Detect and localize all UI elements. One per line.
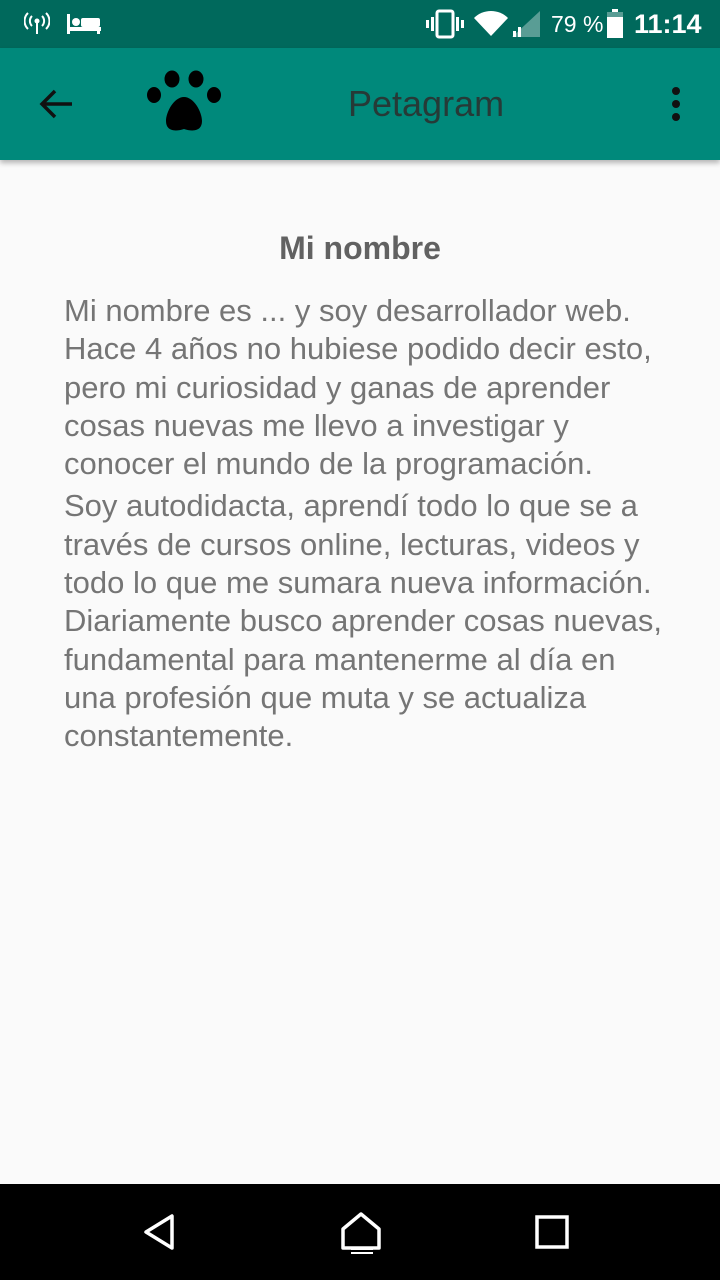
- recents-icon: [534, 1214, 570, 1250]
- system-nav-bar: [0, 1184, 720, 1280]
- app-title: Petagram: [348, 83, 505, 124]
- paw-logo: [144, 70, 224, 134]
- bio-paragraph-1: Mi nombre es ... y soy desarrollador web. Hace 4 años no hubiese podido decir esto, pero mi curiosidad y ganas de aprender cosas nuevas me llevo a investigar y conocer el mundo de la programación.: [64, 293, 652, 482]
- page-heading: Mi nombre: [279, 230, 441, 266]
- nav-recents-button[interactable]: [522, 1204, 582, 1260]
- status-bar: [0, 0, 720, 48]
- bio-text: [64, 292, 664, 756]
- back-triangle-icon: [140, 1212, 180, 1252]
- nav-back-button[interactable]: [130, 1204, 190, 1260]
- paw-icon: [144, 70, 224, 134]
- vibrate-icon: [426, 0, 464, 48]
- battery-icon: [606, 0, 624, 48]
- arrow-back-icon: [38, 88, 74, 120]
- wifi-icon: [473, 0, 509, 48]
- back-button[interactable]: [28, 76, 84, 132]
- home-icon: [339, 1210, 383, 1254]
- bed-icon: [66, 0, 102, 48]
- content-area: [0, 160, 720, 1184]
- battery-percent: 79 %: [551, 11, 604, 37]
- app-bar: [0, 48, 720, 160]
- more-vert-icon: [671, 86, 681, 122]
- overflow-menu-button[interactable]: [652, 76, 700, 132]
- signal-icon: [511, 0, 541, 48]
- hotspot-icon: [24, 0, 50, 48]
- clock: 11:14: [634, 9, 702, 39]
- bio-paragraph-2: Soy autodidacta, aprendí todo lo que se a través de cursos online, lecturas, videos y todo lo que me sumara nueva información. Diariamente busco aprender cosas nuevas, fundamental para mantenerme al día en una profesión que muta y se actualiza constantemente.: [64, 488, 662, 754]
- nav-home-button[interactable]: [331, 1204, 391, 1260]
